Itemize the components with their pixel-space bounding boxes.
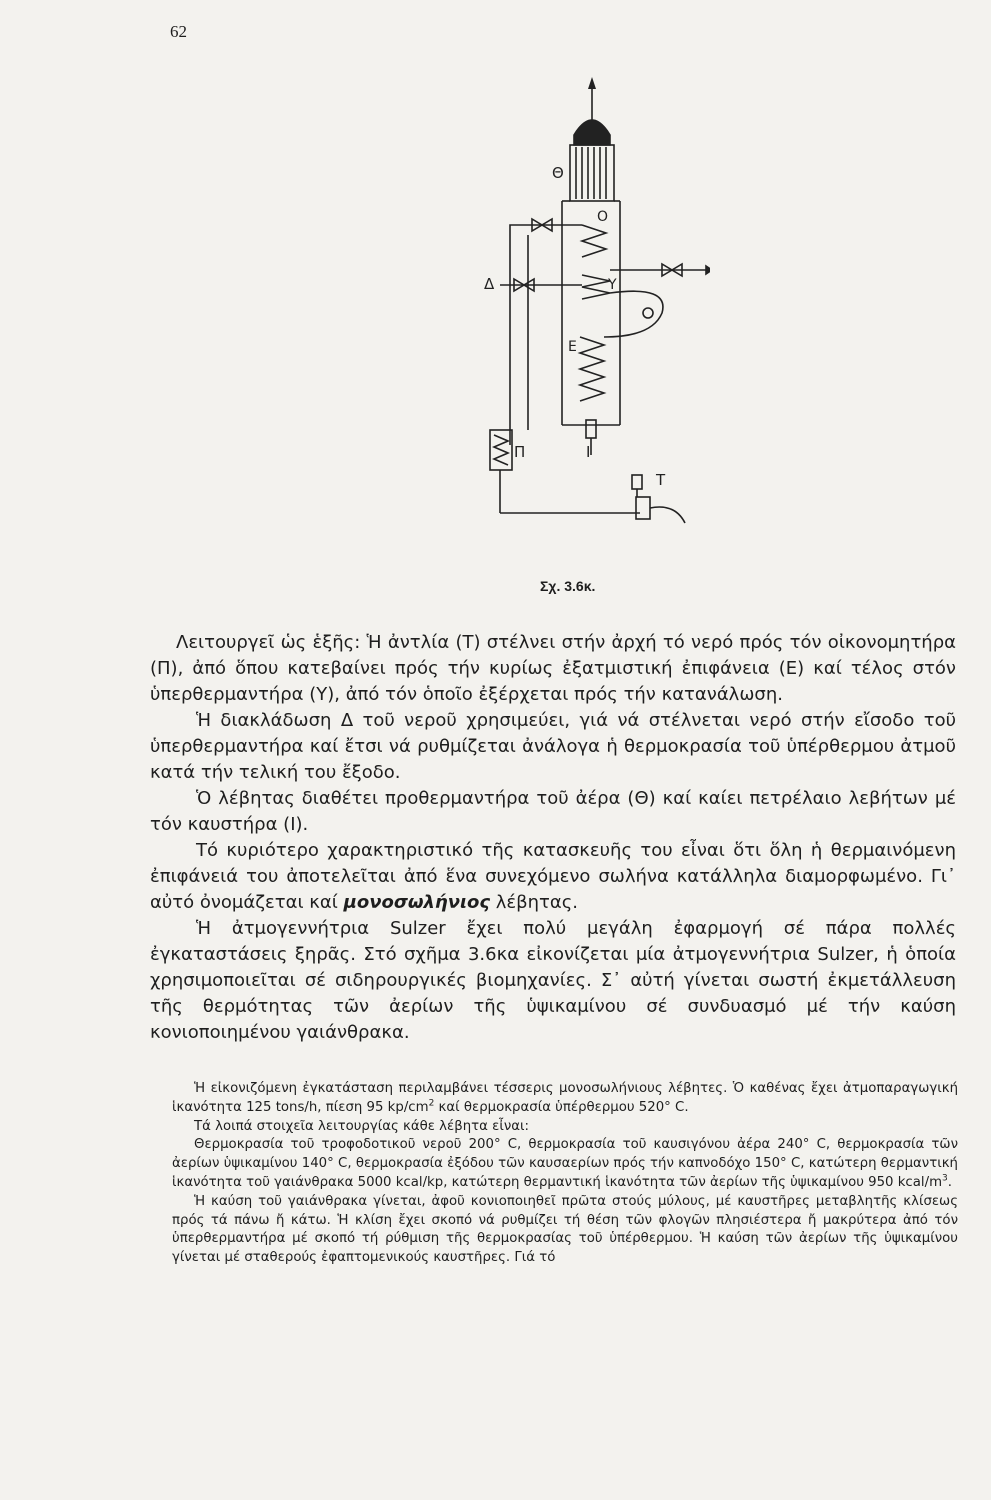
note-text: καί θερμοκρασία ὑπέρθερμου 520° C. [434,1099,689,1115]
label-tau: Τ [656,471,666,489]
label-pi: Π [514,443,526,461]
paragraph: Λειτουργεῖ ὡς ἑξῆς: Ἡ ἀντλία (Τ) στέλνει στήν ἀρχή τό νερό πρός τόν οἰκονομητήρα (Π), ἀπό ὅπου κατεβαίνει πρός τήν κυρίως ἐξατμιστική ἐπιφάνεια (Ε) καί τέλος στόν ὑπερθερμαντήρα (Υ), ἀπό τόν ὁποῖο ἐξέρχεται πρός τήν κατανάλωση. [150,632,956,705]
footnote-text [172,1080,958,1268]
label-o: Ο [597,209,609,225]
note-paragraph [172,1136,958,1192]
superscript: 3 [942,1173,948,1184]
figure-caption: Σχ. 3.6κ. [540,578,596,594]
note-paragraph: Τά λοιπά στοιχεῖα λειτουργίας κάθε λέβητα εἶναι: [194,1118,530,1134]
paragraph: Ἡ ἀτμογεννήτρια Sulzer ἔχει πολύ μεγάλη ἐφαρμογή σέ πάρα πολλές ἐγκαταστάσεις ξηρᾶς. Στό σχῆμα 3.6κα εἰκονίζεται μία ἀτμογεννήτρια Sulzer, ἡ ὁποία χρησιμοποιεῖται σέ σιδηρουργικές βιομηχανίες. Σ᾽ αὐτή γίνεται σωστή ἐκμετάλλευση τῆς θερμότητας τῶν ἀερίων τῆς ὑψικαμίνου σέ συνδυασμό μέ τήν καύση κονιοποιημένου γαιάνθρακα. [150,918,956,1043]
label-delta: Δ [484,275,495,293]
label-epsilon: Ε [568,339,577,355]
boiler-schematic [470,75,710,595]
paragraph-text: λέβητας. [495,892,579,913]
note-text: Θερμοκρασία τοῦ τροφοδοτικοῦ νεροῦ 200° C, θερμοκρασία τοῦ καυσιγόνου ἀέρα 240° C, θερμοκρασία τῶν ἀερίων ὑψικαμίνου 140° C, θερμοκρασία ἐξόδου τῶν καυσαερίων πρός τήν καπνοδόχο 150° C, κατώτερη θερμαντική ἱκανότητα τοῦ γαιάνθρακα 5000 kcal/kp, κατώτερη θερμαντική ἱκανότητα τῶν ἀερίων τῆς ὑψικαμίνου 950 kcal/m [172,1137,958,1190]
label-iota: Ι [586,443,591,461]
label-upsilon: Υ [608,277,617,293]
note-text: Ἡ εἰκονιζόμενη ἐγκατάσταση περιλαμβάνει τέσσερις μονοσωλήνιους λέβητες. Ὁ καθένας ἔχει ἀτμοπαραγωγική ἱκανότητα 125 tons/h, πίεση 95 kp/cm [172,1081,958,1115]
emphasized-term: μονοσωλήνιος [343,892,491,913]
paragraph: Ὁ λέβητας διαθέτει προθερμαντήρα τοῦ ἀέρα (Θ) καί καίει πετρέλαιο λεβήτων μέ τόν καυστήρα (Ι). [150,788,956,835]
boiler-diagram [470,75,710,595]
page-number: 62 [170,22,187,41]
note-paragraph: Ἡ καύση τοῦ γαιάνθρακα γίνεται, ἀφοῦ κονιοποιηθεῖ πρῶτα στούς μύλους, μέ καυστῆρες μεταβλητῆς κλίσεως πρός τά πάνω ἤ κάτω. Ἡ κλίση ἔχει σκοπό νά ρυθμίζει τή θέση τῶν φλογῶν πλησιέστερα ἤ μακρύτερα ἀπό τόν ὑπερθερμαντήρα μέ σκοπό τή ρύθμιση τῆς θερμοκρασίας τοῦ ὑπέρθερμου. Ἡ καύση τῶν ἀερίων τῆς ὑψικαμίνου γίνεται μέ σταθερούς ἐφαπτομενικούς καυστῆρες. Γιά τό [172,1193,958,1266]
paragraph [150,838,956,916]
paragraph-text: Τό κυριότερο χαρακτηριστικό τῆς κατασκευῆς του εἶναι ὅτι ὅλη ἡ θερμαινόμενη ἐπιφάνειά του ἀποτελεῖται ἀπό ἕνα συνεχόμενο σωλήνα κατάλληλα διαμορφωμένο. Γι᾽ αὐτό ὀνομάζεται καί [150,840,956,913]
superscript: 2 [428,1098,435,1109]
note-text: . [947,1174,952,1190]
body-text [150,630,956,1046]
note-paragraph [172,1080,958,1118]
label-theta: Θ [552,164,564,182]
paragraph: Ἡ διακλάδωση Δ τοῦ νεροῦ χρησιμεύει, γιά νά στέλνεται νερό στήν εἴσοδο τοῦ ὑπερθερμαντήρα καί ἔτσι νά ρυθμίζεται ἀνάλογα ἡ θερμοκρασία τοῦ ὑπέρθερμου ἀτμοῦ κατά τήν τελική του ἔξοδο. [150,710,956,783]
